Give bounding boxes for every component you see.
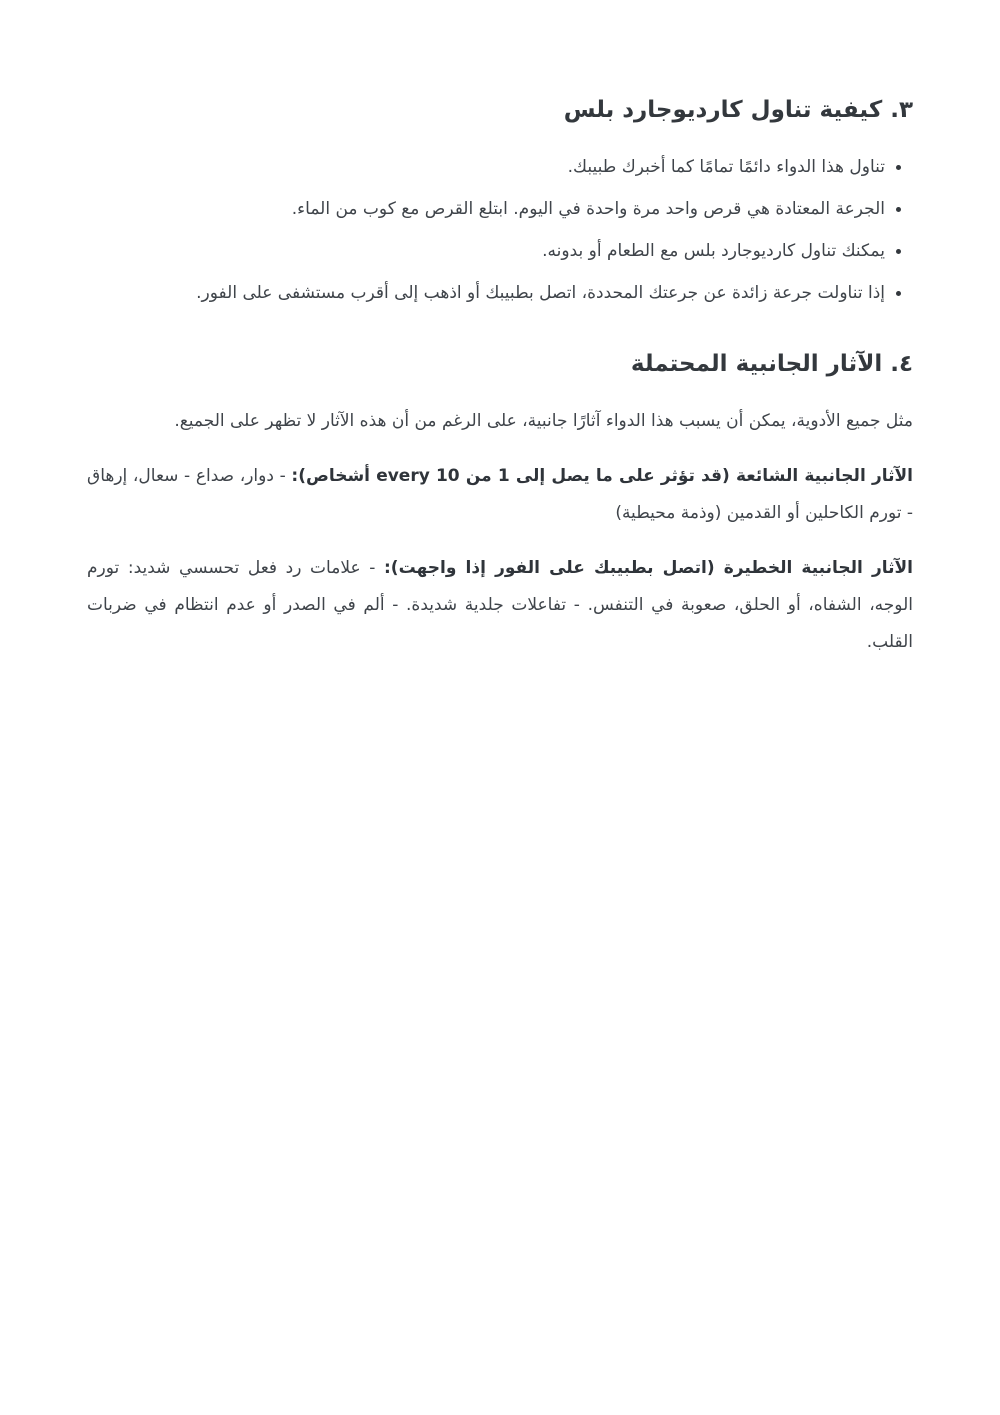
list-item: • يمكنك تناول كارديوجارد بلس مع الطعام أو بدونه. [87, 237, 885, 265]
common-side-effects-lead: الآثار الجانبية الشائعة (قد تؤثر على ما يصل إلى 1 من every 10 أشخاص): [291, 466, 913, 486]
serious-side-effects-paragraph [87, 550, 913, 661]
side-effects-intro-paragraph [87, 403, 913, 440]
how-to-take-bullet-list [87, 153, 913, 307]
section-heading-how-to-take: ٣. كيفية تناول كارديوجارد بلس [563, 97, 913, 123]
section-heading-side-effects: ٤. الآثار الجانبية المحتملة [630, 351, 913, 377]
paragraph-text: مثل جميع الأدوية، يمكن أن يسبب هذا الدواء آثارًا جانبية، على الرغم من أن هذه الآثار لا تظهر على الجميع. [174, 411, 913, 431]
serious-side-effects-lead: الآثار الجانبية الخطيرة (اتصل بطبيبك على الفور إذا واجهت): [384, 558, 914, 578]
list-item: • إذا تناولت جرعة زائدة عن جرعتك المحددة، اتصل بطبيبك أو اذهب إلى أقرب مستشفى على الفور. [87, 279, 885, 307]
paragraph-text: - دوار، صداع - سعال، إرهاق - تورم الكاحلين أو القدمين (وذمة محيطية) [87, 466, 913, 523]
list-item: • الجرعة المعتادة هي قرص واحد مرة واحدة في اليوم. ابتلع القرص مع كوب من الماء. [87, 195, 885, 223]
list-item: • تناول هذا الدواء دائمًا تمامًا كما أخبرك طبيبك. [87, 153, 885, 181]
common-side-effects-paragraph [87, 458, 913, 532]
paragraph-text: - علامات رد فعل تحسسي شديد: تورم الوجه، الشفاه، أو الحلق، صعوبة في التنفس. - تفاعلات جلدية شديدة. - ألم في الصدر أو عدم انتظام في ضربات القلب. [87, 558, 913, 652]
